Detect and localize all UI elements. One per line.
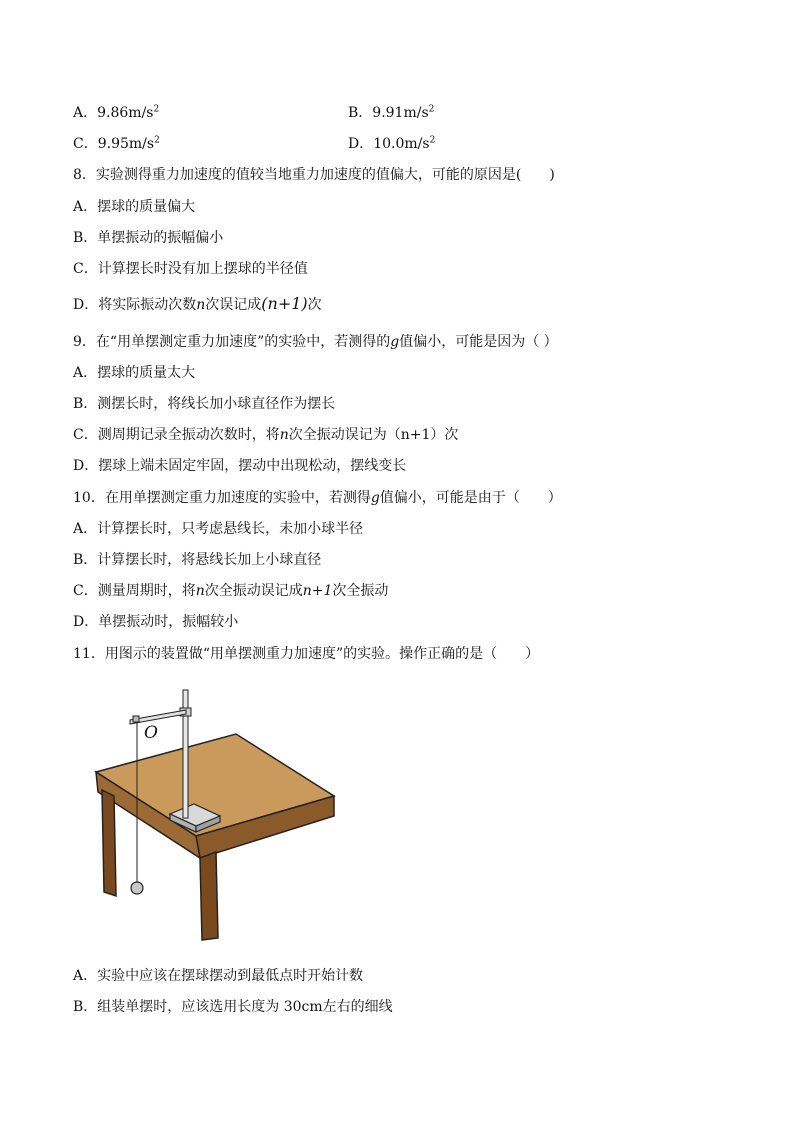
q9-option-d: D．摆球上端未固定牢固，摆动中出现松动，摆线变长 xyxy=(73,458,407,474)
q8-option-c: C．计算摆长时没有加上摆球的半径值 xyxy=(73,261,308,277)
q8-option-a: A．摆球的质量偏大 xyxy=(73,199,196,215)
q10-option-d: D．单摆振动时，振幅较小 xyxy=(73,614,239,630)
pivot-label-o: O xyxy=(144,723,158,743)
q11-option-a: A．实验中应该在摆球摆动到最低点时开始计数 xyxy=(73,968,364,984)
q9-option-b: B．测摆长时，将线长加小球直径作为摆长 xyxy=(73,396,336,412)
q8-option-b: B．单摆振动的振幅偏小 xyxy=(73,230,224,246)
q9-stem: 9．在“用单摆测定重力加速度”的实验中，若测得的g值偏小，可能是因为（ ） xyxy=(73,334,558,350)
q8-stem: 8．实验测得重力加速度的值较当地重力加速度的值偏大，可能的原因是( ) xyxy=(73,167,555,183)
q11-option-b: B．组装单摆时，应该选用长度为 30cm左右的细线 xyxy=(73,999,393,1015)
pivot-clip xyxy=(133,716,139,722)
q7-option-d: D．$10.0m/s^2$ xyxy=(348,135,436,152)
q7-option-b: B．$9.91m/s^2$ xyxy=(348,104,435,121)
q8-option-d: D．将实际振动次数n次误记成(n+1)次 xyxy=(73,294,322,313)
q7-option-c: C．$9.95m/s^2$ xyxy=(73,135,160,152)
pendulum-bob xyxy=(131,882,143,894)
q11-stem: 11．用图示的装置做“用单摆测重力加速度”的实验。操作正确的是（ ） xyxy=(73,646,540,662)
q10-option-c: C．测量周期时，将n次全振动误记成n+1次全振动 xyxy=(73,583,389,599)
q10-option-a: A．计算摆长时，只考虑悬线长，未加小球半径 xyxy=(73,521,364,537)
table-leg-front xyxy=(200,852,218,940)
q9-option-a: A．摆球的质量太大 xyxy=(73,365,196,381)
q10-stem: 10．在用单摆测定重力加速度的实验中，若测得g值偏小，可能是由于（ ） xyxy=(73,490,562,506)
q10-option-b: B．计算摆长时，将悬线长加上小球直径 xyxy=(73,552,322,568)
table-leg-back-left xyxy=(102,790,116,896)
q9-option-c: C．测周期记录全振动次数时，将n次全振动误记为（n+1）次 xyxy=(73,427,459,443)
q7-option-a: A．$9.86m/s^2$ xyxy=(73,104,160,121)
pendulum-apparatus-figure xyxy=(90,686,350,946)
